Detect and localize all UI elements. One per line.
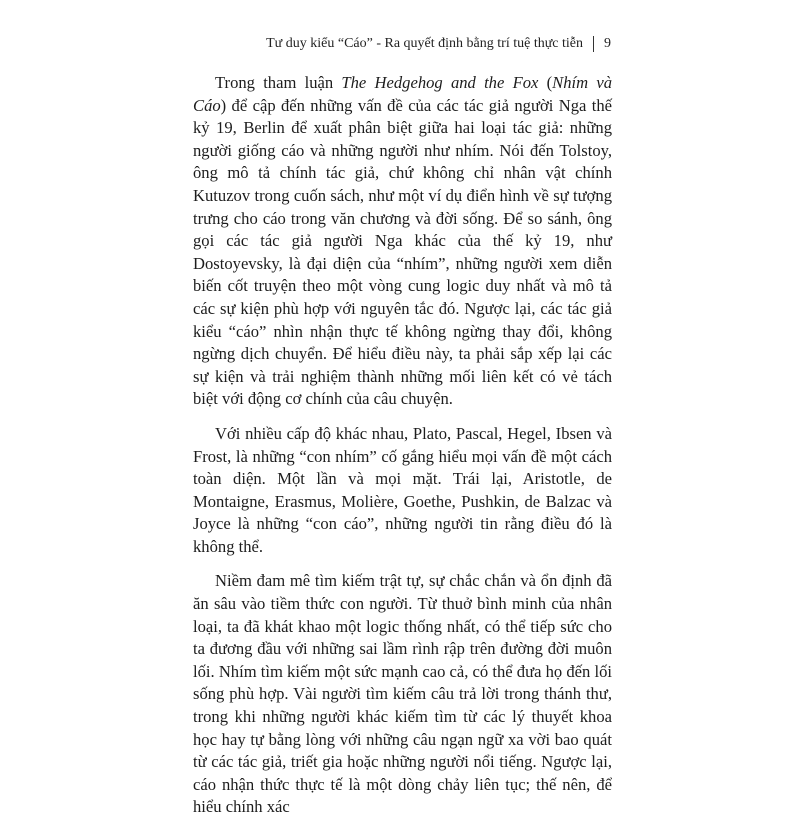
- paragraph-1-lead: Trong tham luận: [215, 73, 342, 92]
- paragraph-1-rest: ) để cập đến những vấn đề của các tác giả người Nga thế kỷ 19, Berlin để xuất phân biệt giữa hai loại tác giả: những người giống cáo và những người như nhím. Nói đến Tolstoy, ông mô tả chính tác giả, chứ không chỉ nhân vật chính Kutuzov trong cuốn sách, như một ví dụ điển hình về sự tượng trưng cho cáo trong văn chương và đời sống. Để so sánh, ông gọi các tác giả người Nga khác của thế kỷ 19, như Dostoyevsky, là đại diện của “nhím”, những người xem diễn biến cốt truyện theo một vòng cung logic duy nhất và mô tả các sự kiện phù hợp với nguyên tắc đó. Ngược lại, các tác giả kiểu “cáo” nhìn nhận thực tế không ngừng thay đổi, không ngừng dịch chuyển. Để hiểu điều này, ta phải sắp xếp lại các sự kiện và trải nghiệm thành những mối liên kết có vẻ tách biệt với động cơ chính của câu chuyện.: [193, 95, 612, 409]
- paragraph-3: Niềm đam mê tìm kiếm trật tự, sự chắc chắn và ổn định đã ăn sâu vào tiềm thức con người. Từ thuở bình minh của nhân loại, ta đã khát khao một logic thống nhất, có thể tiếp sức cho ta đương đầu với những sai lầm rình rập trên đường đời muôn lối. Nhím tìm kiếm một sức mạnh cao cả, có thể đưa họ đến lối sống phù hợp. Vài người tìm kiếm câu trả lời trong thánh thư, trong khi những người khác kiếm tìm từ các lý thuyết khoa học hay tự bằng lòng với những câu ngạn ngữ xa vời bao quát từ các tác giả, triết gia hoặc những người nổi tiếng. Ngược lại, cáo nhận thức thực tế là một dòng chảy liên tục; thế nên, để hiểu chính xác: [193, 571, 612, 817]
- page-number: 9: [604, 36, 611, 51]
- header-separator: [593, 36, 594, 52]
- essay-title-translation: Nhím và Cáo: [193, 73, 612, 115]
- running-header-title: Tư duy kiểu “Cáo” - Ra quyết định bằng trí tuệ thực tiễn: [266, 36, 583, 51]
- paragraph-1: [193, 72, 612, 411]
- paragraph-1-paren: (: [538, 73, 553, 92]
- body-text: [193, 72, 612, 819]
- paragraph-2: Với nhiều cấp độ khác nhau, Plato, Pascal, Hegel, Ibsen và Frost, là những “con nhím” cố gắng hiểu mọi vấn đề một cách toàn diện. Một lần và mọi mặt. Trái lại, Aristotle, de Montaigne, Erasmus, Molière, Goethe, Pushkin, de Balzac và Joyce là những “con cáo”, những người tin rằng điều đó là không thể.: [193, 423, 612, 556]
- running-header: [266, 35, 611, 53]
- essay-title: The Hedgehog and the Fox: [341, 73, 539, 92]
